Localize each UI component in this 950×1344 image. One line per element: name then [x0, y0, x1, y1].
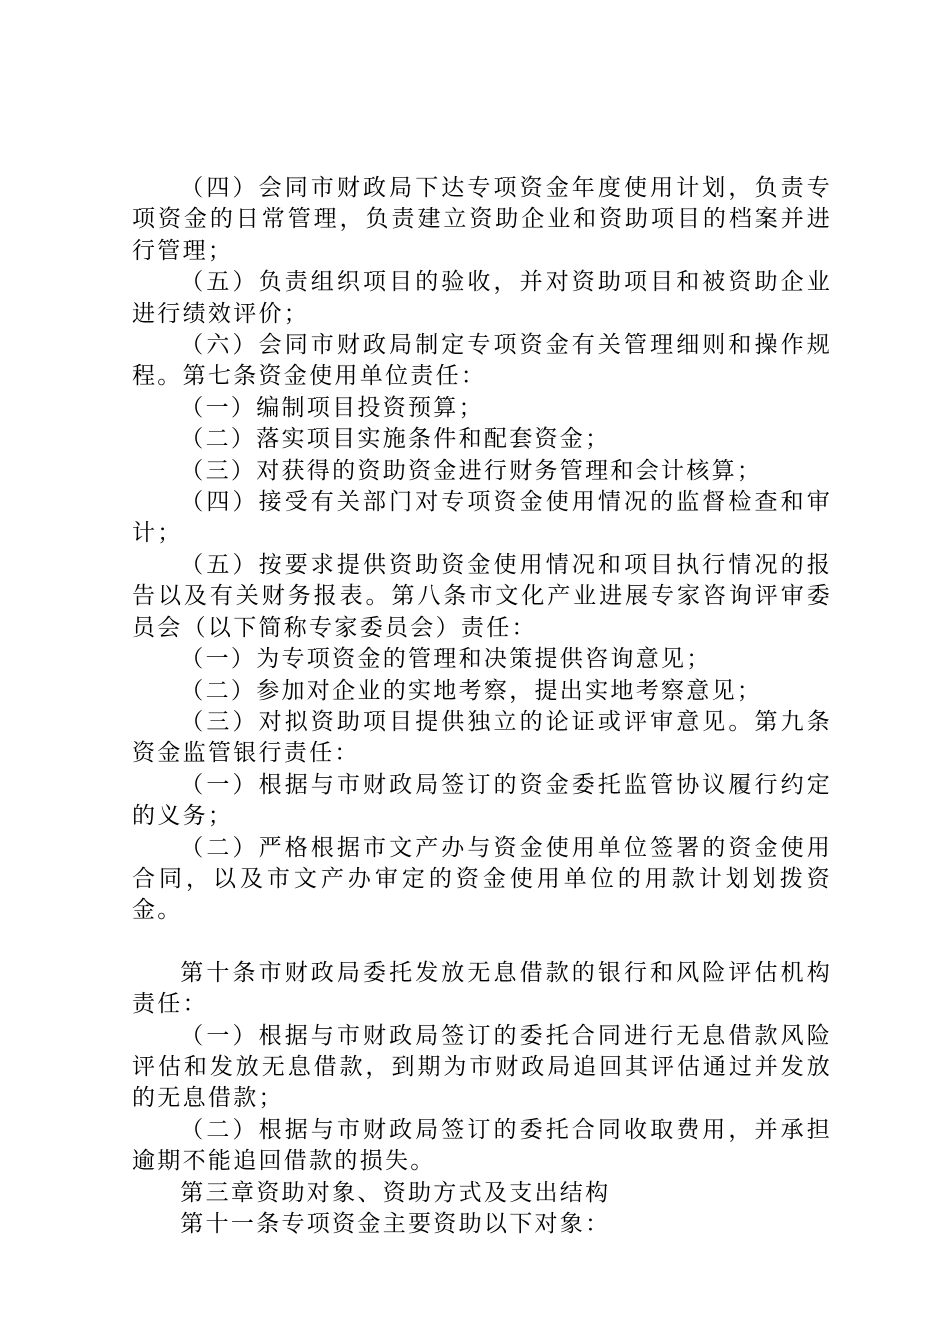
- paragraph-article-11: 第十一条专项资金主要资助以下对象：: [180, 1211, 611, 1237]
- paragraph-article-9-item-1: （一）根据与市财政局签订的资金委托监管协议履行约定的义务；: [132, 771, 832, 830]
- chapter-3-heading: 第三章资助对象、资助方式及支出结构: [180, 1179, 611, 1206]
- paragraph-article-10-item-1: （一）根据与市财政局签订的委托合同进行无息借款风险评估和发放无息借款，到期为市财政局追回其评估通过并发放的无息借款；: [132, 1022, 832, 1112]
- document-body: [132, 173, 832, 1240]
- paragraph-article-8-item-2: （二）参加对企业的实地考察，提出实地考察意见；: [180, 677, 763, 704]
- paragraph-duty-4: （四）会同市财政局下达专项资金年度使用计划，负责专项资金的日常管理，负责建立资助企业和资助项目的档案并进行管理；: [132, 175, 832, 264]
- paragraph-article-10-item-2: （二）根据与市财政局签订的委托合同收取费用，并承担逾期不能追回借款的损失。: [132, 1116, 832, 1175]
- paragraph-duty-6-article-7: （六）会同市财政局制定专项资金有关管理细则和操作规程。第七条资金使用单位责任：: [132, 332, 832, 390]
- paragraph-article-7-item-5-article-8: （五）按要求提供资助资金使用情况和项目执行情况的报告以及有关财务报表。第八条市文化产业进展专家咨询评审委员会（以下简称专家委员会）责任：: [132, 551, 832, 641]
- paragraph-article-7-item-1: （一）编制项目投资预算；: [180, 394, 484, 421]
- paragraph-article-9-item-2: （二）严格根据市文产办与资金使用单位签署的资金使用合同，以及市文产办审定的资金使用单位的用款计划划拨资金。: [132, 834, 832, 924]
- paragraph-article-7-item-3: （三）对获得的资助资金进行财务管理和会计核算；: [180, 457, 763, 484]
- paragraph-article-10: 第十条市财政局委托发放无息借款的银行和风险评估机构责任：: [132, 959, 832, 1018]
- paragraph-article-7-item-4: （四）接受有关部门对专项资金使用情况的监督检查和审计；: [132, 489, 832, 547]
- paragraph-article-7-item-2: （二）落实项目实施条件和配套资金；: [180, 426, 611, 453]
- paragraph-duty-5: （五）负责组织项目的验收，并对资助项目和被资助企业进行绩效评价；: [132, 269, 832, 327]
- paragraph-article-8-item-1: （一）为专项资金的管理和决策提供咨询意见；: [180, 646, 712, 673]
- paragraph-article-8-item-3-article-9: （三）对拟资助项目提供独立的论证或评审意见。第九条资金监管银行责任：: [132, 708, 832, 767]
